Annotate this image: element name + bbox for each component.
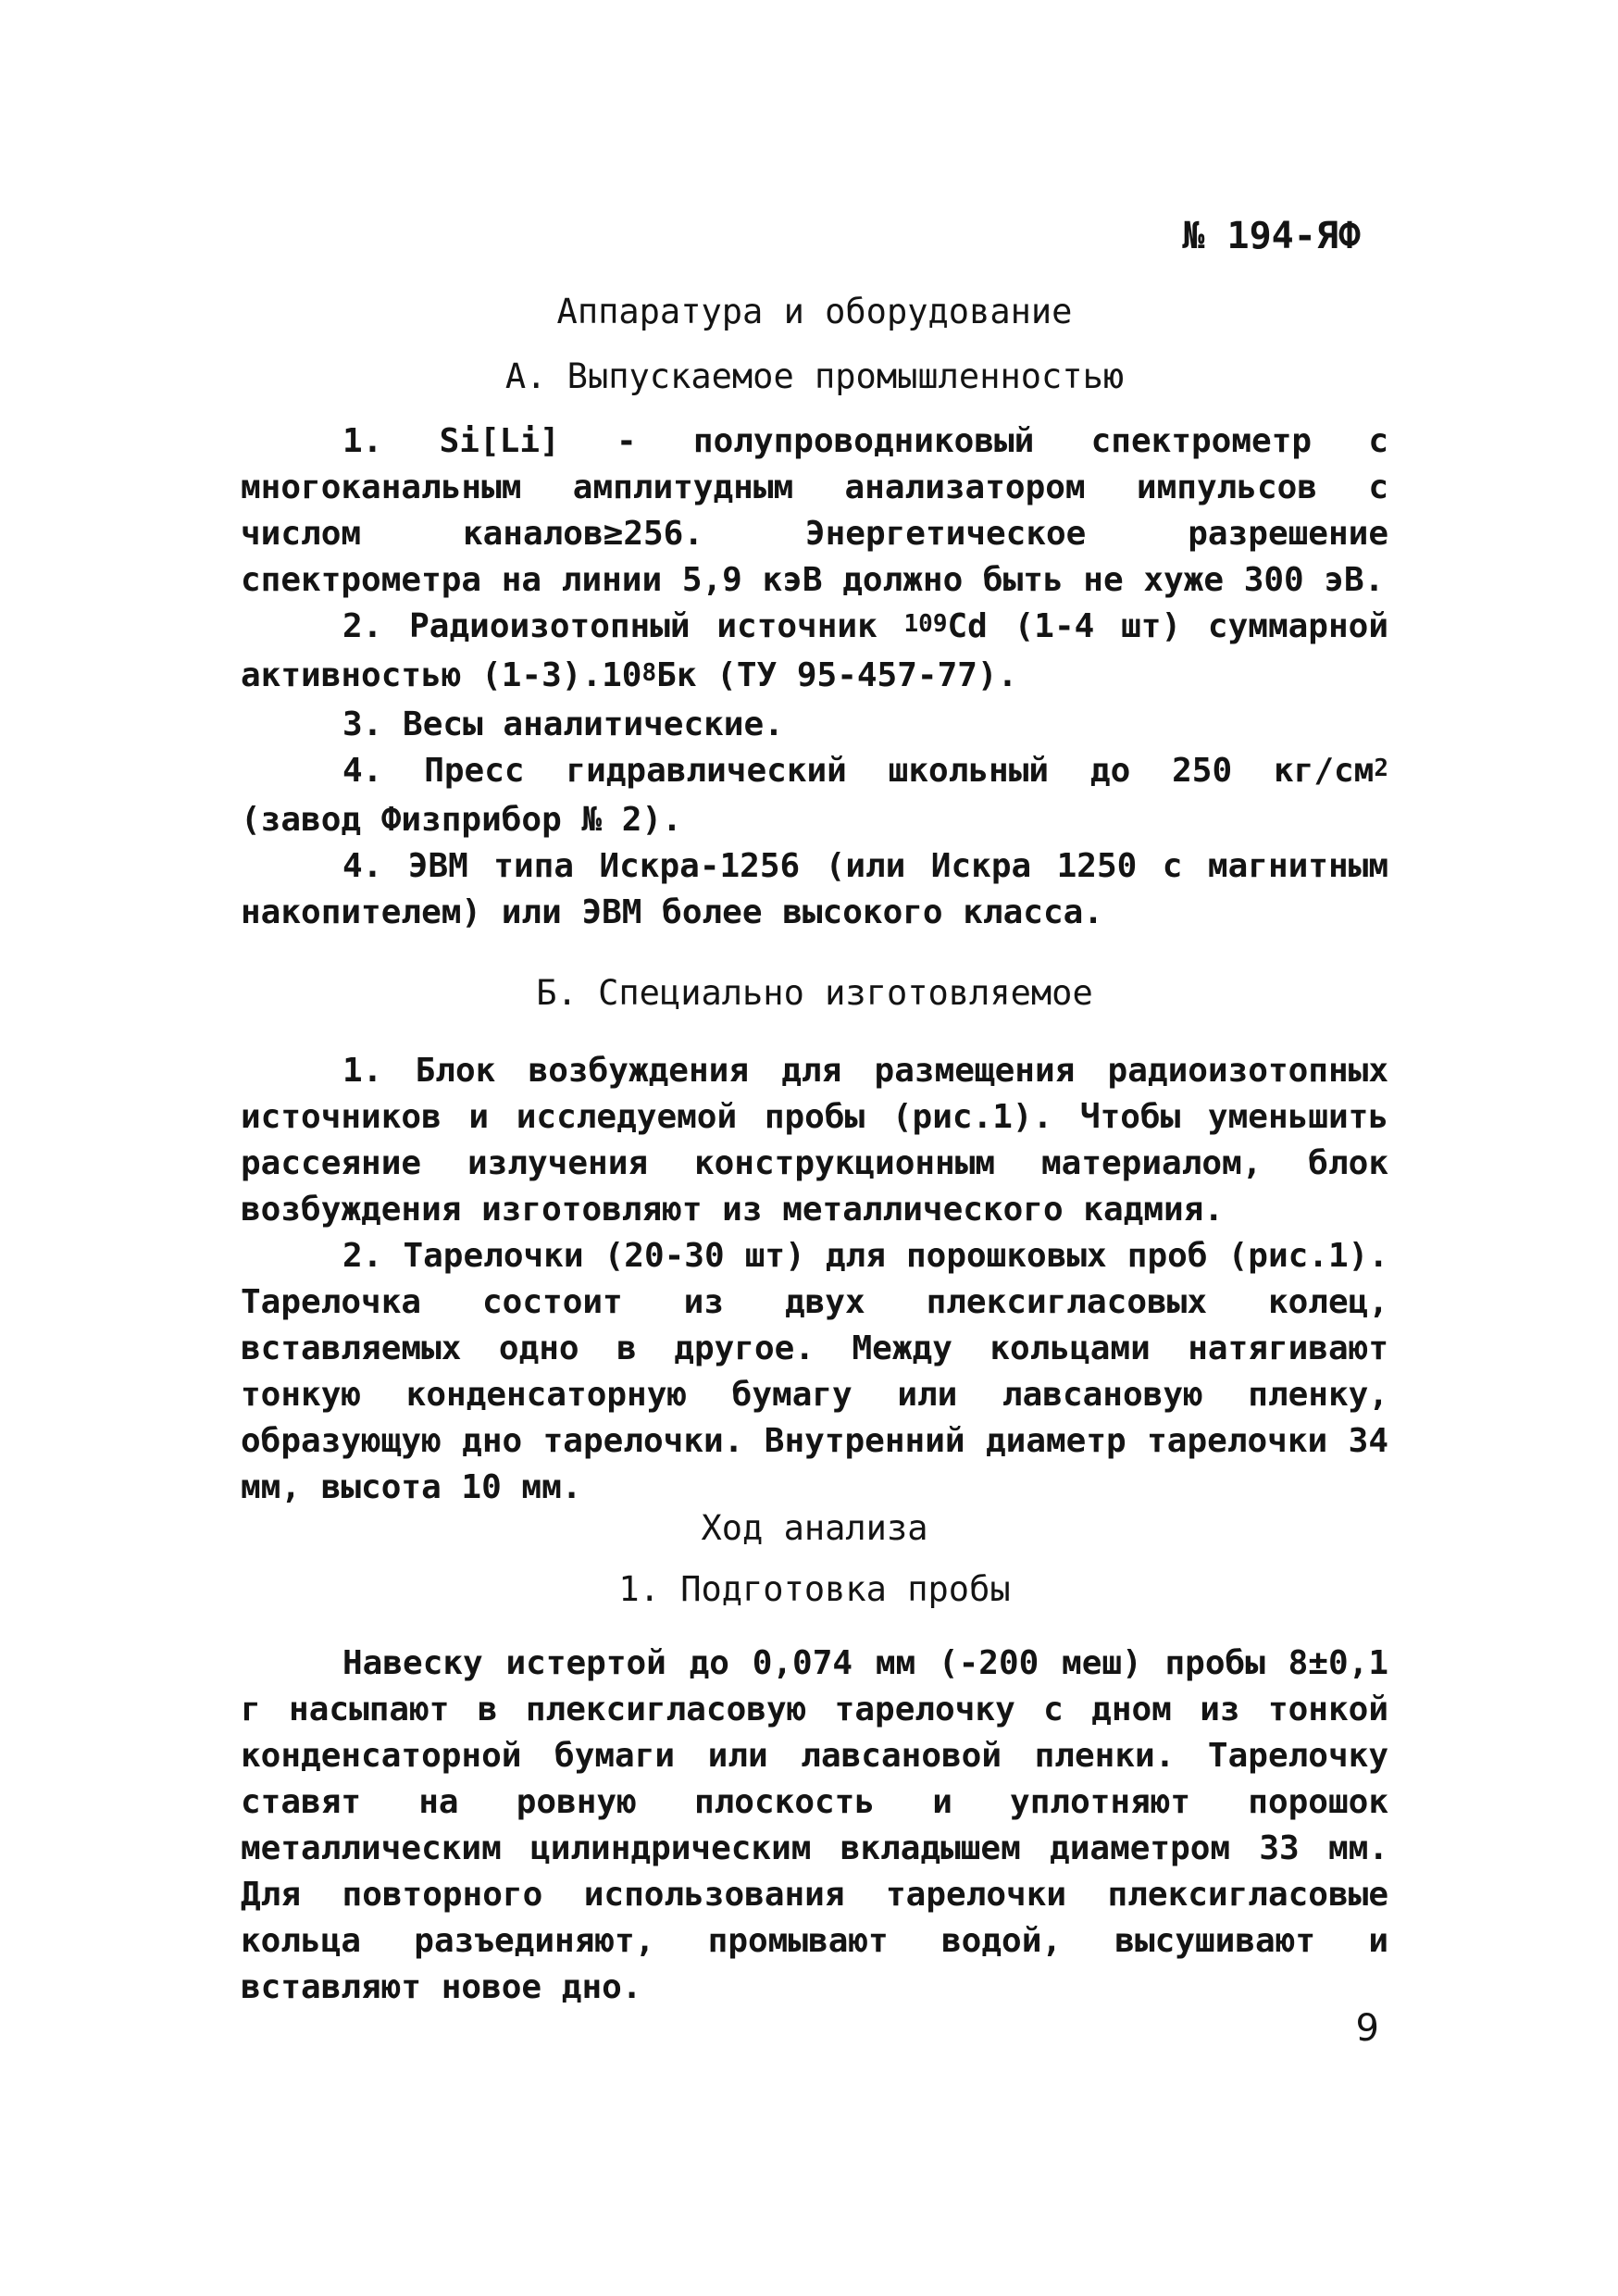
analysis-body xyxy=(241,1641,1388,2011)
analysis-sub xyxy=(241,1569,1388,1609)
item-a-5: 4. ЭВМ типа Искра-1256 (или Искра 1250 с магнитным накопителем) или ЭВМ более высокого класса. xyxy=(241,847,1388,931)
item-a-2-rest: Cd (1-4 шт) суммарной активностью (1-3).10 xyxy=(241,607,1388,694)
item-a-4-tail: (завод Физприбор № 2). xyxy=(241,801,682,839)
item-a-2 xyxy=(241,604,1388,702)
item-a-3: 3. Весы аналитические. xyxy=(342,705,784,743)
analysis-paragraph: Навеску истертой до 0,074 мм (-200 меш) пробы 8±0,1 г насыпают в плексигласовую тарелочку с дном из тонкой конденсаторной бумаги или лавсановой пленки. Тарелочку ставят на ровную плоскость и уплотняют порошок металлическим цилиндрическим вкладышем диаметром 33 мм. Для повторного использования тарелочки плексигласовые кольца разъединяют, промывают водой, высушивают и вставляют новое дно. xyxy=(241,1644,1388,2006)
items-a-list xyxy=(241,418,1388,936)
analysis-section xyxy=(241,1508,1388,1548)
item-a-4 xyxy=(241,748,1388,843)
analysis-title: Ход анализа xyxy=(701,1508,928,1548)
equipment-section xyxy=(241,294,1388,329)
analysis-sub-title: 1. Подготовка пробы xyxy=(618,1569,1011,1609)
items-b-list xyxy=(241,1048,1388,1511)
area-exponent: 2 xyxy=(1374,755,1388,782)
item-a-4-lead: 4. Пресс гидравлический школьный до 250 кг/см xyxy=(342,752,1375,790)
activity-exponent: 8 xyxy=(641,659,657,687)
item-a-2-tail: Бк (ТУ 95-457-77). xyxy=(656,656,1018,694)
sub-b-title: Б. Специально изготовляемое xyxy=(536,973,1093,1013)
equipment-sub-b xyxy=(241,973,1388,1013)
item-b-2: 2. Тарелочки (20-30 шт) для порошковых проб (рис.1). Тарелочка состоит из двух плексигласовых колец, вставляемых одно в другое. Между кольцами натягивают тонкую конденсаторную бумагу или лавсановую пленку, образующую дно тарелочки. Внутренний диаметр тарелочки 34 мм, высота 10 мм. xyxy=(241,1237,1388,1506)
page-number: 9 xyxy=(1355,2007,1379,2050)
item-a-2-lead: 2. Радиоизотопный источник xyxy=(342,607,904,645)
document-number: № 194-ЯФ xyxy=(1182,215,1361,257)
item-a-1: 1. Si[Li] - полупроводниковый спектрометр с многоканальным амплитудным анализатором импульсов с числом каналов≥256. Энергетическое разрешение спектрометра на линии 5,9 кэВ должно быть не хуже 300 эВ. xyxy=(241,422,1388,599)
equipment-sub-a xyxy=(241,356,1388,396)
equipment-title: Аппаратура и оборудование xyxy=(556,292,1073,331)
sub-a-title: А. Выпускаемое промышленностью xyxy=(504,356,1125,396)
item-b-1: 1. Блок возбуждения для размещения радиоизотопных источников и исследуемой пробы (рис.1). Чтобы уменьшить рассеяние излучения конструкционным материалом, блок возбуждения изготовляют из металлического кадмия. xyxy=(241,1052,1388,1229)
isotope-mass-number: 109 xyxy=(903,610,948,638)
